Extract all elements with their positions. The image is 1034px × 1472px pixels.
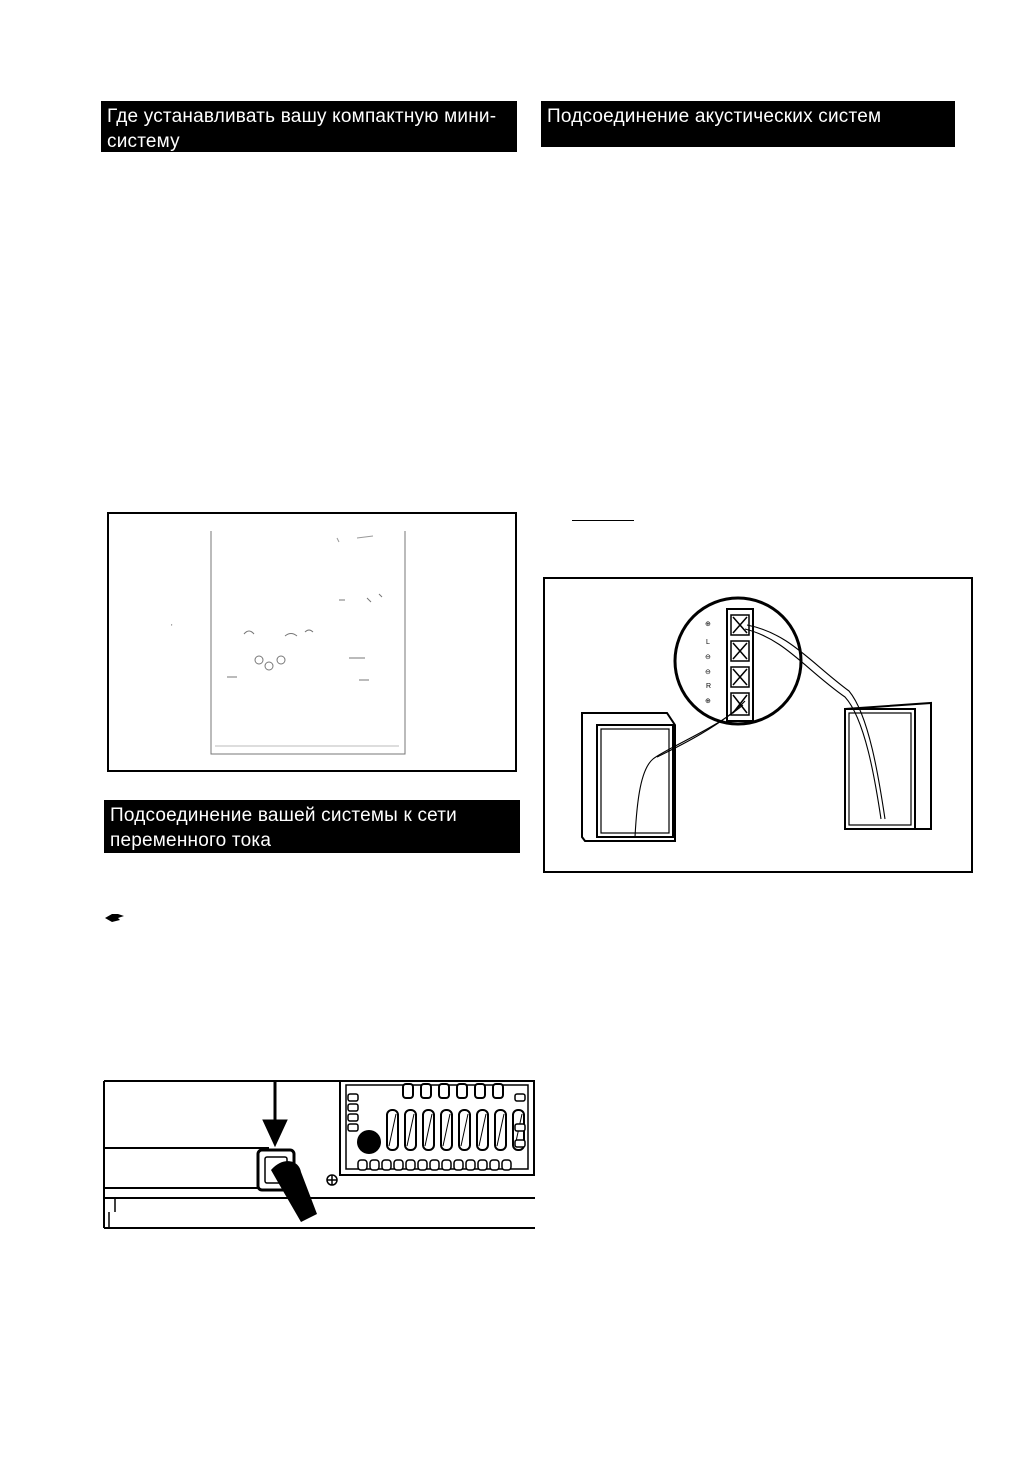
right-speaker [845, 703, 931, 829]
insert-arrow [263, 1080, 287, 1146]
power-socket-knob [357, 1130, 381, 1154]
speakers-section-title: Подсоединение акустических систем [541, 101, 955, 147]
placement-illustration [107, 512, 517, 772]
placement-section-title: Где устанавливать вашу компактную мини-систему [101, 101, 517, 152]
speaker-connection-diagram [543, 577, 973, 873]
terminal-label: R [706, 683, 712, 690]
terminal-label: L [706, 639, 710, 646]
ac-power-illustration [103, 1080, 535, 1229]
svg-text:': ' [171, 623, 173, 632]
terminal-label: ⊕ [705, 621, 711, 628]
left-speaker [582, 713, 675, 841]
ac-power-section-title: Подсоединение вашей системы к сети переменного тока [104, 800, 520, 853]
terminal-label: ⊖ [705, 669, 711, 676]
underline-mark [572, 520, 634, 521]
power-plug [271, 1161, 317, 1222]
terminal-label: ⊕ [705, 698, 711, 705]
terminal-label: ⊖ [705, 654, 711, 661]
pointing-hand-icon [104, 912, 126, 926]
